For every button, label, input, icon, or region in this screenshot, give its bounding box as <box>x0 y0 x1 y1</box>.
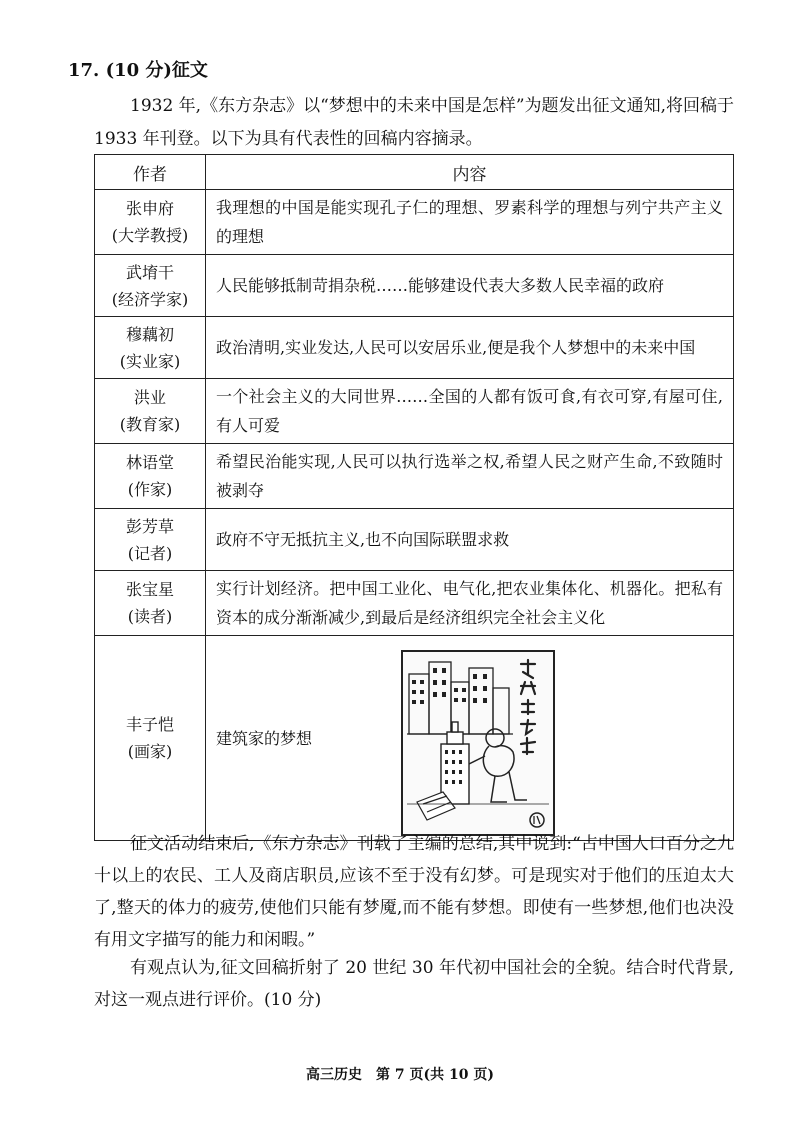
content-cell: 一个社会主义的大同世界……全国的人都有饭可食,有衣可穿,有屋可住,有人可爱 <box>206 379 734 444</box>
editor-summary: 征文活动结束后,《东方杂志》刊载了主编的总结,其中说到:“占中国人口百分之九十以上的农民、工人及商店职员,应该不至于没有幻梦。可是现实对于他们的压迫太大了,整天的体力的疲劳,使他们只能有梦魇,而不能有梦想。即使有一些梦想,他们也决没有用文字描写的能力和闲暇。” <box>94 834 734 950</box>
content-cell: 希望民治能实现,人民可以执行选举之权,希望人民之财产生命,不致随时被剥夺 <box>206 444 734 509</box>
table-row <box>95 379 734 444</box>
author-role: (经济学家) <box>111 289 189 309</box>
header-content: 内容 <box>206 155 734 190</box>
table-row <box>95 317 734 379</box>
table-row <box>95 636 734 841</box>
table-header-row <box>95 155 734 190</box>
header-author: 作者 <box>95 155 206 190</box>
author-cell <box>95 317 206 379</box>
content-cell: 政治清明,实业发达,人民可以安居乐业,便是我个人梦想中的未来中国 <box>206 317 734 379</box>
author-role: (读者) <box>127 607 173 626</box>
essay-table <box>94 154 734 841</box>
author-name: 彭芳草 <box>125 516 174 536</box>
author-role: (记者) <box>127 543 173 563</box>
table-row <box>95 571 734 636</box>
author-role: (教育家) <box>119 415 181 434</box>
page-footer: 高三历史 第 7 页(共 10 页) <box>306 1067 494 1083</box>
illustration-drawing <box>403 652 553 834</box>
table-row <box>95 509 734 571</box>
author-role: (实业家) <box>119 351 181 371</box>
table-row <box>95 444 734 509</box>
table-row <box>95 255 734 317</box>
question-heading: 17. (10 分)征文 <box>68 60 208 81</box>
content-cell: 人民能够抵制苛捐杂税……能够建设代表大多数人民幸福的政府 <box>206 255 734 317</box>
author-name: 丰子恺 <box>125 715 174 734</box>
author-cell <box>95 255 206 317</box>
author-cell <box>95 190 206 255</box>
author-role: (作家) <box>127 480 173 499</box>
author-name: 洪业 <box>133 388 166 407</box>
author-cell <box>95 379 206 444</box>
author-cell <box>95 571 206 636</box>
architect-dream-illustration <box>401 650 555 836</box>
author-name: 武堉干 <box>125 262 174 282</box>
content-cell: 实行计划经济。把中国工业化、电气化,把农业集体化、机器化。把私有资本的成分渐渐减少,到最后是经济组织完全社会主义化 <box>206 571 734 636</box>
content-cell: 政府不守无抵抗主义,也不向国际联盟求救 <box>206 509 734 571</box>
author-name: 林语堂 <box>125 453 174 472</box>
content-cell <box>206 636 734 841</box>
table-row <box>95 190 734 255</box>
question-task: 有观点认为,征文回稿折射了 20 世纪 30 年代初中国社会的全貌。结合时代背景,对这一观点进行评价。(10 分) <box>94 958 734 1010</box>
author-name: 张申府 <box>125 199 174 218</box>
illustration-caption: 建筑家的梦想 <box>216 728 313 748</box>
author-role: (大学教授) <box>111 226 189 245</box>
author-role: (画家) <box>127 742 173 761</box>
author-name: 穆藕初 <box>125 324 174 344</box>
content-cell: 我理想的中国是能实现孔子仁的理想、罗素科学的理想与列宁共产主义的理想 <box>206 190 734 255</box>
author-cell <box>95 444 206 509</box>
question-intro: 1932 年,《东方杂志》以“梦想中的未来中国是怎样”为题发出征文通知,将回稿于 1933 年刊登。以下为具有代表性的回稿内容摘录。 <box>94 96 734 149</box>
author-name: 张宝星 <box>125 580 174 599</box>
author-cell <box>95 636 206 841</box>
author-cell <box>95 509 206 571</box>
